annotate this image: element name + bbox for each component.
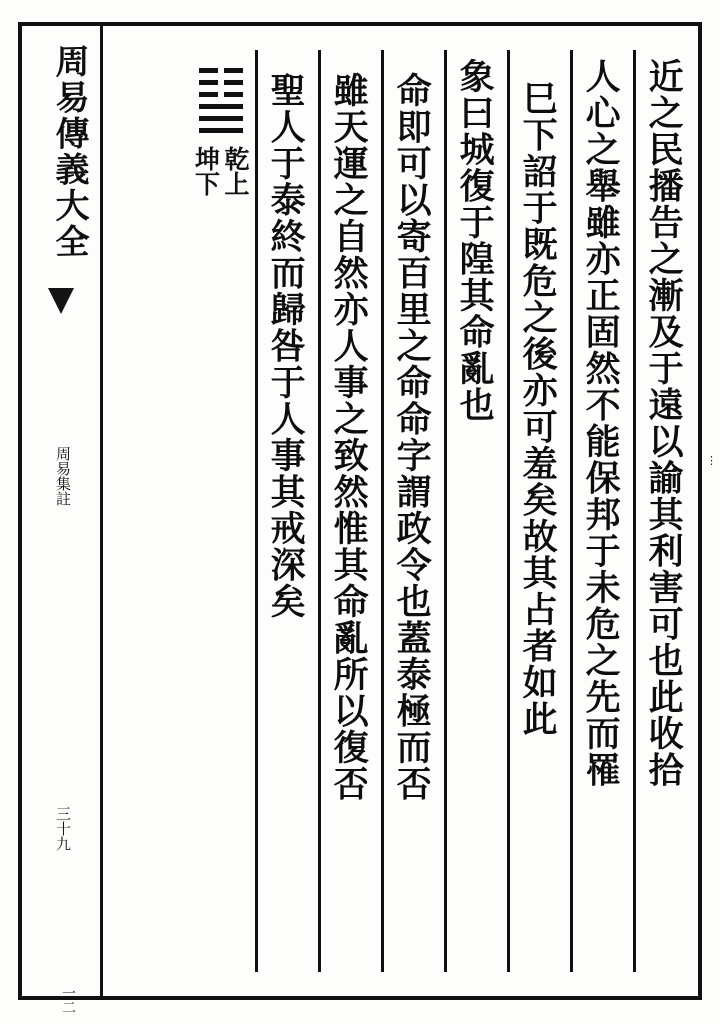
column-text: 巳下詔于既危之後亦可羞矣故其占者如此 [517, 80, 559, 737]
text-column-1 [633, 28, 696, 994]
column-divider [318, 50, 321, 972]
text-column-3 [507, 28, 570, 994]
spine-book-title: 周易傳義大全 [49, 43, 89, 261]
column-divider [507, 50, 510, 972]
spine-divider-rule [100, 22, 103, 1000]
gutter-marks: ⋮ [706, 454, 717, 467]
text-column-4 [444, 28, 507, 994]
hexagram-lower-label: 坤下 [191, 146, 221, 196]
page-frame-bottom-rule [18, 996, 702, 1000]
page-frame-right-rule [698, 22, 702, 1000]
column-text: 聖人于泰終而歸咎于人事其戒深矣 [265, 72, 307, 620]
column-divider [381, 50, 384, 972]
column-divider [255, 50, 258, 972]
column-text: 命即可以寄百里之命命字謂政令也蓋泰極而否 [391, 72, 433, 802]
spine-bottom-mark: 一二 [60, 986, 76, 1014]
column-divider [444, 50, 447, 972]
hexagram-figure-icon [199, 68, 243, 140]
column-text: 人心之舉雖亦正固然不能保邦于未危之先而罹 [580, 58, 622, 788]
fishtail-ornament [48, 288, 74, 314]
text-column-7 [255, 28, 318, 994]
page-number: 三十九 [54, 806, 72, 851]
text-column-5 [381, 28, 444, 994]
main-text-area [106, 28, 696, 994]
column-divider [633, 50, 636, 972]
column-text: 近之民播告之漸及于遠以諭其利害可也此收拾 [643, 58, 685, 788]
hexagram-trigram-labels [193, 146, 249, 196]
spine-book-subtitle: 周易集註 [54, 446, 72, 506]
spine-column [22, 26, 100, 1014]
column-text: 雖天運之自然亦人事之致然惟其命亂所以復否 [328, 72, 370, 802]
text-column-2 [570, 28, 633, 994]
text-column-6 [318, 28, 381, 994]
column-text: 象曰城復于隍其命亂也 [454, 58, 496, 423]
page-frame-top-rule [18, 22, 702, 26]
hexagram-column [185, 28, 255, 994]
column-divider [570, 50, 573, 972]
hexagram-upper-label: 乾上 [221, 146, 250, 196]
